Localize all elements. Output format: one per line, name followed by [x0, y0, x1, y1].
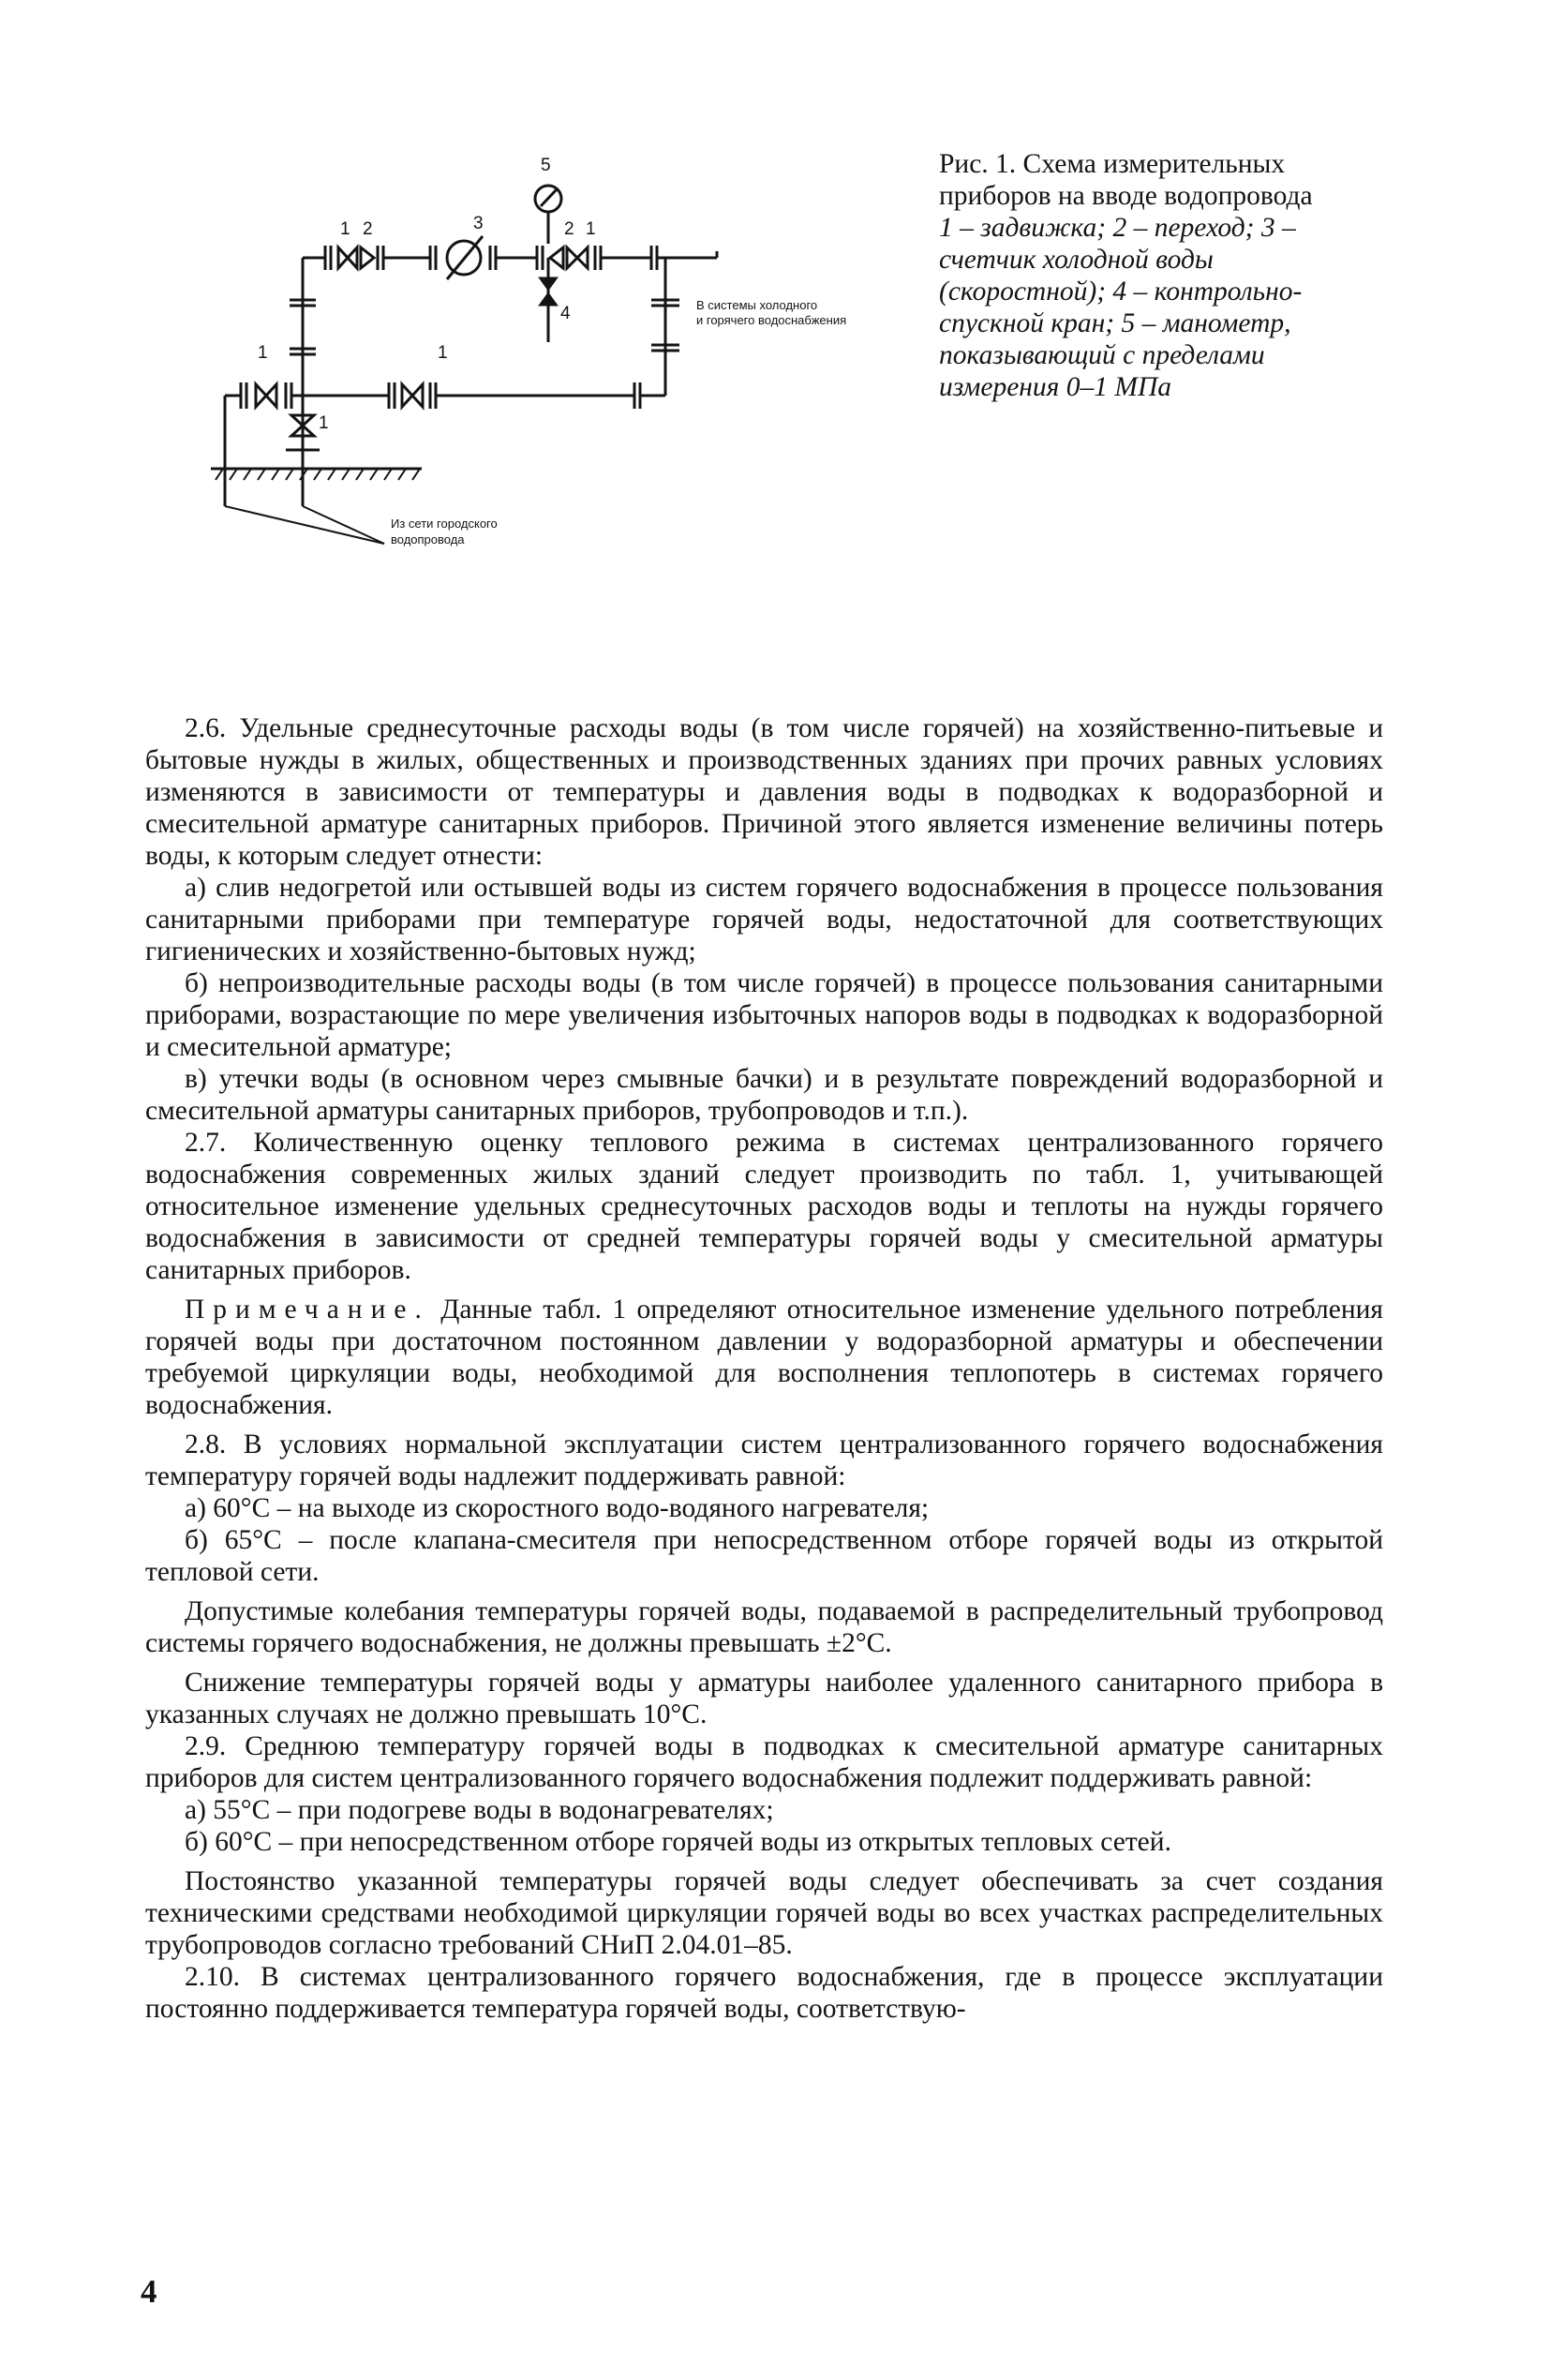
upper-pipe [303, 236, 717, 291]
label-from-network-1: Из сети городского [391, 516, 498, 531]
label-1-top: 1 [340, 219, 350, 239]
paragraph-2-7: 2.7. Количественную оценку теплового режима в системах централизованного горячего водоснабжения современных жилых зданий следует производить по табл. 1, учитывающей относительное изменение удельных среднесуточных расходов воды и теплоты на нужды горячего водоснабжения в зависимости от средней температуры горячей воды у смесительной арматуры санитарных приборов. [145, 1128, 1383, 1285]
paragraph-2-6-a: а) слив недогретой или остывшей воды из систем горячего водоснабжения в процессе пользования санитарными приборами при температуре горячей воды, недостаточной для соответствующих гигиенических и хозяйственно-бытовых нужд; [145, 873, 1383, 966]
paragraph-2-9: 2.9. Среднюю температуру горячей воды в подводках к смесительной арматуре санитарных приборов для систем централизованного горячего водоснабжения подлежит поддерживать равной: [145, 1731, 1383, 1793]
paragraph-2-8: 2.8. В условиях нормальной эксплуатации систем централизованного горячего водоснабжения температуру горячей воды надлежит поддерживать равной: [145, 1429, 1383, 1491]
label-1-mid: 1 [438, 343, 448, 363]
label-3: 3 [473, 214, 484, 233]
paragraph-2-6-b: б) непроизводительные расходы воды (в том числе горячей) в процессе пользования санитарными приборами, возрастающие по мере увеличения избыточных напоров воды в подводках к водоразборной и смесительной арматуре; [145, 968, 1383, 1062]
paragraph-2-10: 2.10. В системах централизованного горячего водоснабжения, где в процессе эксплуатации постоянно поддерживается температура горячей воды, соответствую- [145, 1962, 1383, 2024]
paragraph-2-9-b: б) 60°С – при непосредственном отборе горячей воды из открытых тепловых сетей. [185, 1827, 1171, 1857]
label-2-right: 2 [564, 219, 574, 239]
note-paragraph [145, 1294, 1383, 1421]
caption-legend: 1 – задвижка; 2 – переход; 3 – счетчик холодной воды (скоростной); 4 – контрольно-спускной кран; 5 – манометр, показывающий с пределами измерения 0–1 МПа [939, 213, 1303, 402]
paragraph-2-8-b: б) 65°С – после клапана-смесителя при непосредственном отборе горячей воды из открытой тепловой сети. [145, 1525, 1383, 1587]
label-1-bottom: 1 [319, 413, 329, 433]
paragraph-2-8-c: Допустимые колебания температуры горячей воды, подаваемой в распределительный трубопровод системы горячего водоснабжения, не должны превышать ±2°С. [145, 1596, 1383, 1658]
lower-pipe [225, 258, 665, 409]
paragraph-2-8-a: а) 60°С – на выходе из скоростного водо-водяного нагревателя; [185, 1493, 930, 1523]
label-5: 5 [541, 156, 551, 175]
note-text: Данные табл. 1 определяют относительное изменение удельного потребления горячей воды при достаточном постоянном давлении у водоразборной арматуры и обеспечении требуемой циркуляции воды, необходимой для восполнения теплопотерь в системах горячего водоснабжения. [145, 1295, 1383, 1420]
left-riser [286, 258, 320, 469]
ground-hatch [211, 469, 422, 480]
label-to-systems-2: и горячего водоснабжения [696, 313, 847, 327]
meter-scheme-figure [192, 150, 923, 581]
figure-caption [939, 148, 1372, 403]
page-number: 4 [141, 2273, 157, 2310]
label-to-systems-1: В системы холодного [696, 298, 818, 312]
paragraph-2-6: 2.6. Удельные среднесуточные расходы воды (в том числе горячей) на хозяйственно-питьевые и бытовые нужды в жилых, общественных и производственных зданиях при прочих равных условиях изменяются в зависимости от температуры и давления воды в подводках к водоразборной и смесительной арматуре санитарных приборов. Причиной этого является изменение величины потерь воды, к которым следует отнести: [145, 713, 1383, 871]
paragraph-2-6-v: в) утечки воды (в основном через смывные бачки) и в результате повреждений водоразборной и смесительной арматуры санитарных приборов, трубопроводов и т.п.). [145, 1064, 1383, 1126]
label-4: 4 [560, 304, 571, 323]
paragraph-2-9-c: Постоянство указанной температуры горячей воды следует обеспечивать за счет создания техническими средствами необходимой циркуляции горячей воды во всех участках распределительных трубопроводов согласно требований СНиП 2.04.01–85. [145, 1866, 1383, 1960]
paragraph-2-9-a: а) 55°С – при подогреве воды в водонагревателях; [185, 1795, 774, 1825]
body-text [145, 712, 1383, 2025]
note-word: Примечание. [185, 1295, 430, 1325]
label-2-top: 2 [363, 219, 373, 239]
label-1-right: 1 [586, 219, 596, 239]
paragraph-2-8-d: Снижение температуры горячей воды у арматуры наиболее удаленного санитарного прибора в указанных случаях не должно превышать 10°С. [145, 1668, 1383, 1729]
label-from-network-2: водопровода [391, 532, 465, 546]
label-1-left: 1 [258, 343, 268, 363]
caption-title: Рис. 1. Схема измерительных приборов на вводе водопровода [939, 149, 1313, 211]
